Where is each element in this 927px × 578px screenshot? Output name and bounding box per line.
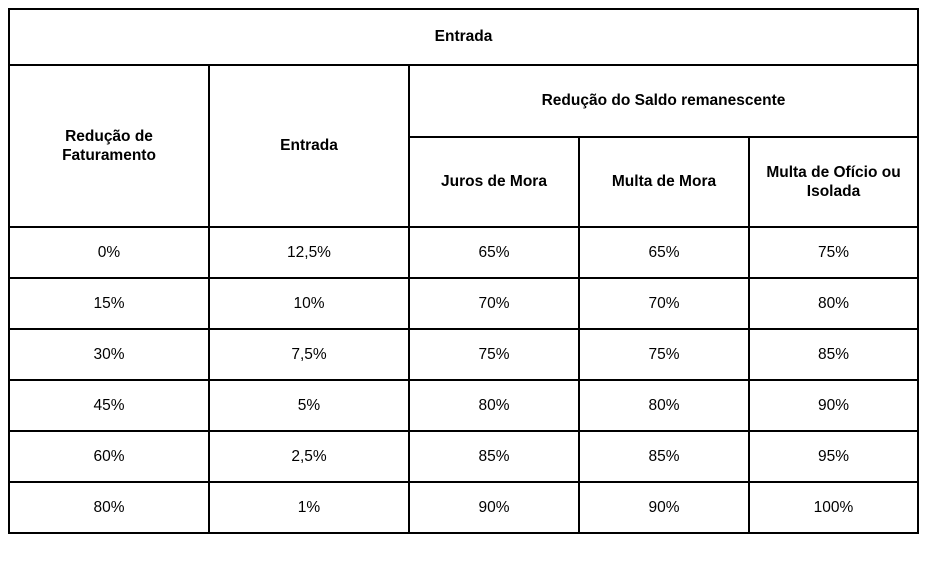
column-header-multa-oficio: Multa de Ofício ou Isolada xyxy=(749,137,918,227)
table-title-row xyxy=(9,9,918,65)
column-header-reducao-faturamento: Redução de Faturamento xyxy=(9,65,209,227)
cell-entrada: 10% xyxy=(209,278,409,329)
cell-juros-mora: 75% xyxy=(409,329,579,380)
table-group-row xyxy=(9,65,918,137)
column-header-multa-mora: Multa de Mora xyxy=(579,137,749,227)
cell-entrada: 5% xyxy=(209,380,409,431)
cell-multa-mora: 80% xyxy=(579,380,749,431)
cell-reducao-faturamento: 80% xyxy=(9,482,209,533)
table-row xyxy=(9,431,918,482)
cell-multa-oficio: 75% xyxy=(749,227,918,278)
cell-juros-mora: 70% xyxy=(409,278,579,329)
table-body xyxy=(9,227,918,533)
table-row xyxy=(9,482,918,533)
cell-multa-mora: 75% xyxy=(579,329,749,380)
cell-reducao-faturamento: 15% xyxy=(9,278,209,329)
cell-juros-mora: 80% xyxy=(409,380,579,431)
cell-entrada: 1% xyxy=(209,482,409,533)
cell-multa-oficio: 85% xyxy=(749,329,918,380)
cell-multa-mora: 85% xyxy=(579,431,749,482)
table-row xyxy=(9,227,918,278)
table-header xyxy=(9,9,918,227)
table-title: Entrada xyxy=(9,9,918,65)
cell-juros-mora: 65% xyxy=(409,227,579,278)
cell-multa-mora: 65% xyxy=(579,227,749,278)
column-header-entrada: Entrada xyxy=(209,65,409,227)
cell-entrada: 7,5% xyxy=(209,329,409,380)
cell-multa-oficio: 90% xyxy=(749,380,918,431)
cell-multa-mora: 70% xyxy=(579,278,749,329)
cell-multa-mora: 90% xyxy=(579,482,749,533)
reduction-matrix-table xyxy=(8,8,919,534)
cell-entrada: 2,5% xyxy=(209,431,409,482)
cell-juros-mora: 90% xyxy=(409,482,579,533)
group-header-reducao-saldo: Redução do Saldo remanescente xyxy=(409,65,918,137)
cell-reducao-faturamento: 45% xyxy=(9,380,209,431)
table-row xyxy=(9,278,918,329)
cell-juros-mora: 85% xyxy=(409,431,579,482)
table-row xyxy=(9,329,918,380)
cell-entrada: 12,5% xyxy=(209,227,409,278)
table-row xyxy=(9,380,918,431)
cell-multa-oficio: 95% xyxy=(749,431,918,482)
cell-multa-oficio: 80% xyxy=(749,278,918,329)
cell-multa-oficio: 100% xyxy=(749,482,918,533)
cell-reducao-faturamento: 60% xyxy=(9,431,209,482)
column-header-juros-mora: Juros de Mora xyxy=(409,137,579,227)
cell-reducao-faturamento: 30% xyxy=(9,329,209,380)
cell-reducao-faturamento: 0% xyxy=(9,227,209,278)
